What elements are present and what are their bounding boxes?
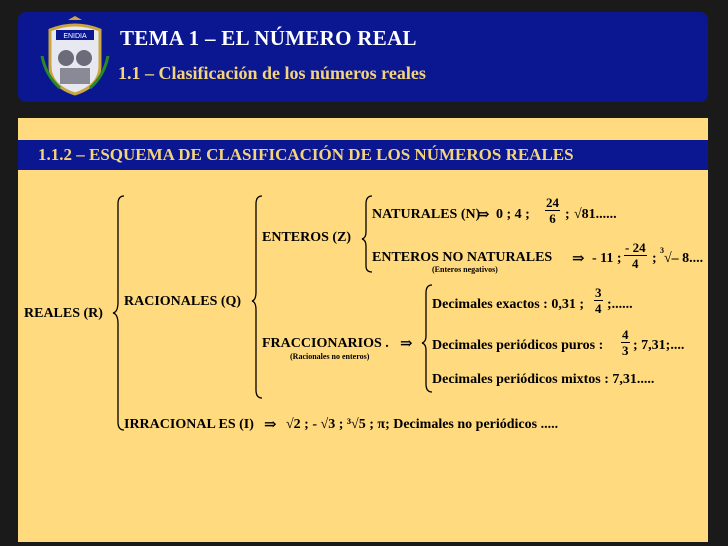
enteros-root-index: 3 — [660, 246, 664, 255]
enteros-implies-icon: ⇒ — [572, 251, 585, 267]
irracionales-examples: √2 ; - √3 ; ³√5 ; π; Decimales no periódicos ..... — [286, 417, 559, 432]
enteros-no-naturales-label: ENTEROS NO NATURALES — [372, 250, 553, 265]
slide-subtitle: 1.1 – Clasificación de los números reales — [118, 63, 426, 83]
racionales-label: RACIONALES (Q) — [124, 294, 242, 309]
decimales-periodicos-puros: Decimales periódicos puros : — [432, 338, 604, 353]
enteros-fraction: $\frac{- 24}{4}$ — [625, 240, 646, 271]
fraccionarios-brace — [422, 285, 432, 392]
svg-text:ENIDIA: ENIDIA — [63, 33, 87, 40]
fraccionarios-implies-icon: ⇒ — [400, 336, 413, 352]
naturales-label: NATURALES (N) — [372, 207, 481, 222]
naturales-fraction: $\frac{24}{6}$ — [546, 195, 559, 226]
decimales-puros-tail: ; 7,31;.... — [633, 338, 685, 353]
enteros-root: √– 8.... — [664, 251, 704, 266]
decimales-puros-fraction: $\frac{4}{3}$ — [622, 327, 629, 358]
irracionales-label: IRRACIONAL ES (I) — [124, 417, 254, 432]
decimales-periodicos-mixtos: Decimales periódicos mixtos : 7,31..... — [432, 372, 655, 387]
reales-brace — [113, 196, 124, 430]
reales-label: REALES (R) — [24, 306, 103, 321]
slide-title: TEMA 1 – EL NÚMERO REAL — [120, 26, 417, 50]
enteros-semicolon: ; — [652, 251, 657, 266]
enteros-no-naturales-note: (Enteros negativos) — [432, 265, 498, 274]
enteros-label: ENTEROS (Z) — [262, 230, 352, 245]
decimales-exactos: Decimales exactos : 0,31 ; — [432, 297, 585, 312]
naturales-examples: 0 ; 4 ; — [496, 207, 530, 222]
irracionales-implies-icon: ⇒ — [264, 417, 277, 433]
section-title: 1.1.2 – ESQUEMA DE CLASIFICACIÓN DE LOS NÚMEROS REALES — [38, 145, 574, 164]
fraccionarios-label: FRACCIONARIOS . — [262, 336, 389, 351]
fraccionarios-note: (Racionales no enteros) — [290, 352, 370, 361]
naturales-sqrt: √81...... — [574, 207, 617, 222]
naturales-semicolon: ; — [565, 207, 570, 222]
enteros-examples: - 11 ; — [592, 251, 622, 266]
naturales-implies-icon: ⇒ — [477, 207, 490, 223]
decimales-exactos-tail: ;...... — [607, 297, 633, 312]
racionales-brace — [252, 196, 262, 398]
decimales-exactos-fraction: $\frac{3}{4}$ — [595, 285, 602, 316]
enteros-brace — [362, 196, 372, 272]
